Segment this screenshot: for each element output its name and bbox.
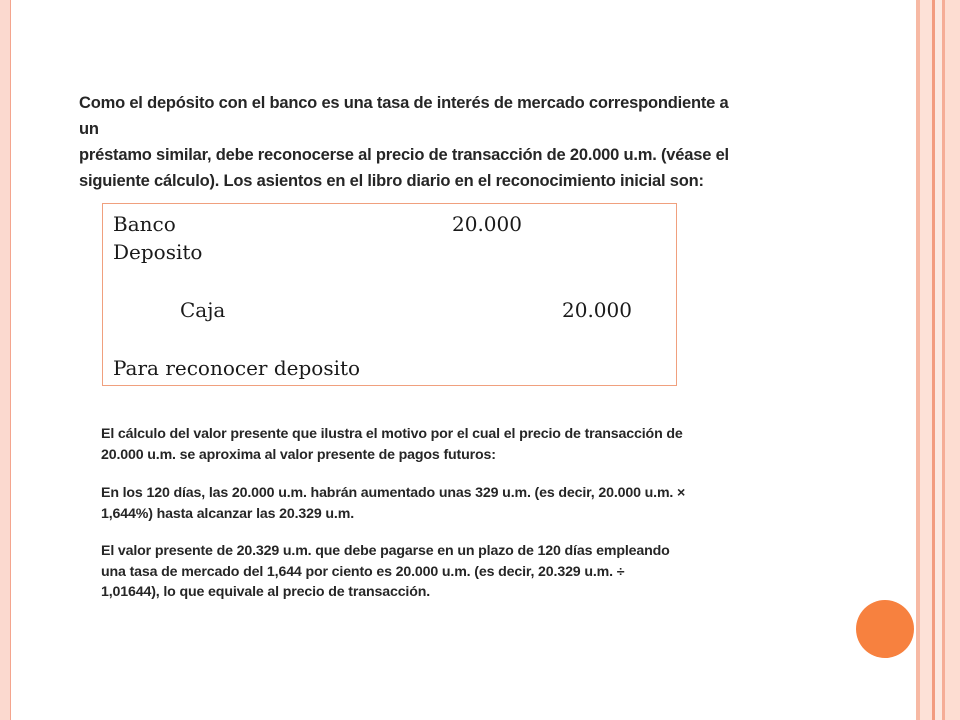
explanation-line: 1,01644), lo que equivale al precio de transacción. [101, 584, 431, 600]
intro-line: siguiente cálculo). Los asientos en el libro diario en el reconocimiento inicial son: [79, 172, 704, 190]
intro-line: préstamo similar, debe reconocerse al precio de transacción de 20.000 u.m. (véase el [79, 146, 729, 164]
debit-amount: 20.000 [452, 212, 522, 236]
explanation-line: 1,644%) hasta alcanzar las 20.329 u.m. [101, 505, 354, 522]
explanation-line: una tasa de mercado del 1,644 por ciento es 20.000 u.m. (es decir, 20.329 u.m. ÷ [101, 563, 625, 580]
entry-memo: Para reconocer deposito [113, 356, 361, 380]
intro-line: Como el depósito con el banco es una tasa de interés de mercado correspondiente a un [79, 94, 729, 138]
slide-left-border [0, 0, 11, 720]
explanation-line: En los 120 días, las 20.000 u.m. habrán aumentado unas 329 u.m. (es decir, 20.000 u.m. × [101, 485, 686, 501]
intro-paragraph [79, 90, 729, 194]
journal-entry-box [102, 203, 677, 386]
credit-account: Caja [180, 298, 226, 322]
slide-right-border [916, 0, 960, 720]
explanation-paragraph-3 [101, 541, 701, 603]
credit-amount: 20.000 [562, 298, 632, 322]
explanation-line: El cálculo del valor presente que ilustra el motivo por el cual el precio de transacción de [101, 426, 683, 442]
explanation-line: El valor presente de 20.329 u.m. que debe pagarse en un plazo de 120 días empleando [101, 543, 670, 559]
debit-account-continuation: Deposito [113, 240, 203, 264]
explanation-paragraph-1 [101, 424, 701, 465]
debit-account: Banco [113, 212, 176, 236]
decorative-circle [856, 600, 914, 658]
explanation-paragraph-2 [101, 483, 701, 524]
explanation-line: 20.000 u.m. se aproxima al valor presente de pagos futuros: [101, 446, 496, 463]
